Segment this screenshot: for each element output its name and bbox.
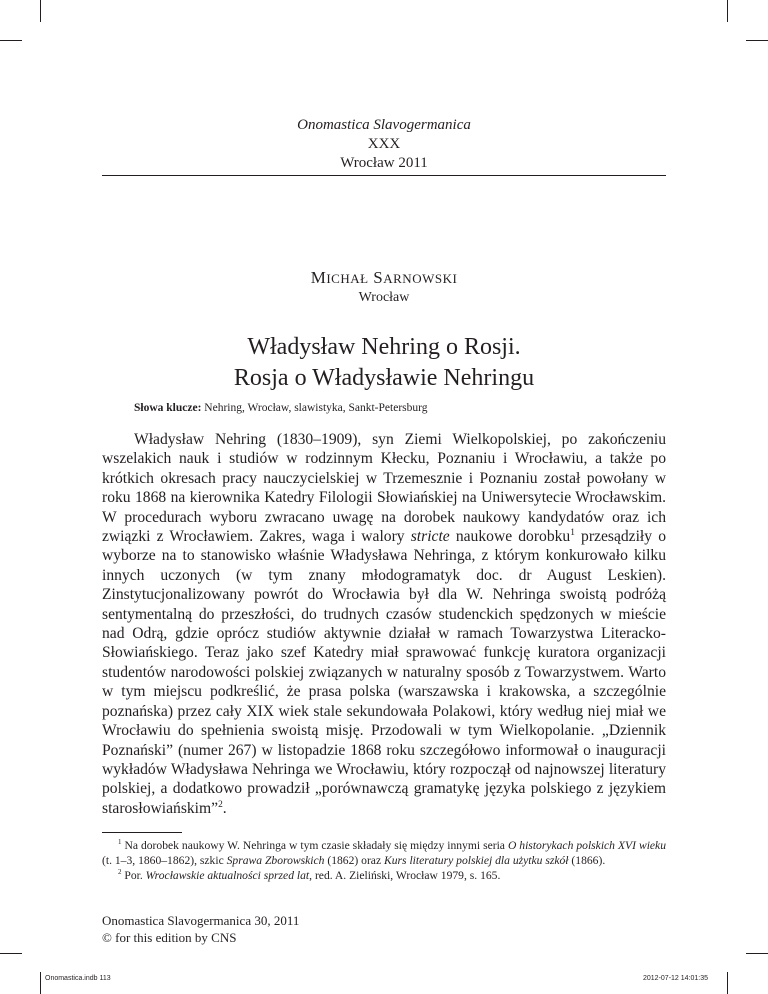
body-text bbox=[102, 430, 666, 818]
paragraph: Władysław Nehring (1830–1909), syn Ziemi Wielkopolskiej, po zakończeniu wszelakich nauk i studiów w rodzinnym Kłecku, Poznaniu i Wrocławiu, a także po krótkich okresach pracy nauczycielskiej w Trzemesznie i Poznaniu został powołany w roku 1868 na kierownika Katedry Filologii Słowiańskiej na Uniwersytecie Wrocławskim. W procedurach wyboru zwracano uwagę na dorobek naukowy kandydatów oraz ich związki z Wrocławiem. Zakres, waga i walory stricte naukowe dorobku$^1$ przesądziły o wyborze na to stanowisko właśnie Władysława Nehringa, z którym konkurowało kilku innych uczonych (w tym znany młodogramatyk doc. dr August Leskien). Zinstytucjonalizowany powrót do Wrocławia był dla W. Nehringa swoistą podróżą sentymentalną do przeszłości, do trudnych czasów studenckich spędzonych w mieście nad Odrą, gdzie oprócz studiów aktywnie działał w ramach Towarzystwa Literacko-Słowiańskiego. Teraz jako szef Katedry miał sprawować funkcję kuratora organizacji studentów narodowości polskiej związanych w naturalny sposób z Towarzystwem. Warto w tym miejscu podkreślić, że prasa polska (warszawska i krakowska, a szczególnie poznańska) przez cały XIX wiek stale sekundowała Polakowi, który według niej miał we Wrocławiu do spełnienia swoistą misję. Przodowali w tym Wielkopolanie. „Dziennik Poznański” (numer 267) w listopadzie 1868 roku szczegółowo informował o inauguracji wykładów Władysława Nehringa we Wrocławiu, który rozpoczął od najnowszej literatury polskiej, a dodatkowo prowadził „porównawczą gramatykę języka polskiego z językiem starosłowiańskim”$^2$. bbox=[102, 431, 666, 817]
footer-copyright: © for this edition by CNS bbox=[102, 930, 237, 945]
crop-mark bbox=[727, 972, 728, 994]
header-rule bbox=[102, 175, 666, 176]
keywords-label: Słowa klucze: bbox=[134, 402, 202, 414]
footnote-ref-1: 1 bbox=[570, 527, 575, 538]
footnote-1: $^1$ Na dorobek naukowy W. Nehringa w tym czasie składały się między innymi seria O historykach polskich XVI wieku (t. 1–3, 1860–1862), szkic Sprawa Zborowskich (1862) oraz Kurs literatury polskiej dla użytku szkół (1866). bbox=[102, 838, 666, 867]
copyright-footer bbox=[102, 912, 299, 946]
crop-mark bbox=[40, 972, 41, 994]
crop-mark bbox=[746, 40, 768, 41]
print-slug-file: Onomastica.indb 113 bbox=[45, 975, 111, 982]
journal-name: Onomastica Slavogermanica bbox=[297, 117, 471, 133]
crop-mark bbox=[727, 0, 728, 22]
author-name: MICHAŁ SARNOWSKI bbox=[310, 268, 458, 287]
footnote-2: $^2$ Por. Wrocławskie aktualności sprzed lat, red. A. Zieliński, Wrocław 1979, s. 165. bbox=[118, 868, 501, 882]
footnote-ref-2: 2 bbox=[218, 799, 223, 810]
footer-journal: Onomastica Slavogermanica 30, 2011 bbox=[102, 913, 300, 928]
keywords bbox=[134, 402, 666, 414]
journal-place-year: Wrocław 2011 bbox=[340, 155, 428, 171]
crop-mark bbox=[0, 40, 22, 41]
footnote-rule bbox=[102, 832, 182, 833]
crop-mark bbox=[746, 953, 768, 954]
crop-mark bbox=[40, 0, 41, 22]
footnotes bbox=[102, 838, 666, 883]
article-title bbox=[102, 332, 666, 394]
keywords-text: Nehring, Wrocław, slawistyka, Sankt-Petersburg bbox=[201, 402, 428, 414]
author-affiliation: Wrocław bbox=[358, 290, 410, 305]
print-slug-timestamp: 2012-07-12 14:01:35 bbox=[643, 975, 708, 982]
journal-volume: XXX bbox=[367, 136, 401, 152]
article-title-line-1: Władysław Nehring o Rosji. bbox=[247, 334, 521, 360]
crop-mark bbox=[0, 953, 22, 954]
article-title-line-2: Rosja o Władysławie Nehringu bbox=[233, 365, 535, 391]
